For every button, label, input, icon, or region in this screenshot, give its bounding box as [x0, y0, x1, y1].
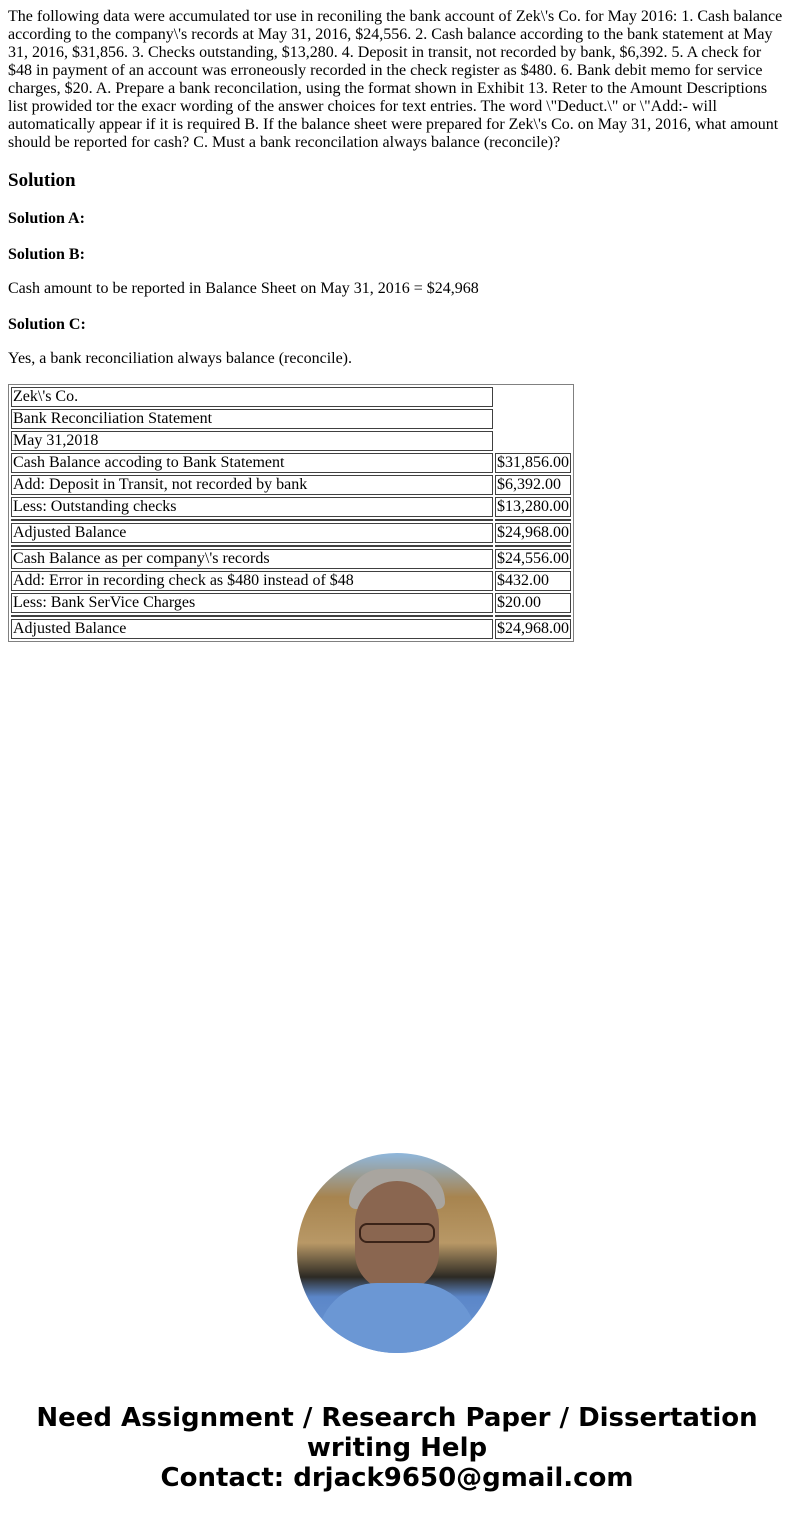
solution-c-text: Yes, a bank reconciliation always balance (reconcile).: [8, 350, 353, 367]
shirt-shape: [317, 1283, 477, 1353]
separator-cell: [495, 615, 571, 617]
solution-b-text: Cash amount to be reported in Balance Sheet on May 31, 2016 = $24,968: [8, 280, 479, 297]
promo-section: [0, 1150, 794, 1493]
row-label: Add: Error in recording check as $480 instead of $48: [11, 571, 493, 591]
separator-row: [11, 615, 571, 617]
empty-cell: [495, 409, 571, 429]
company-name-cell: Zek\'s Co.: [11, 387, 493, 407]
separator-cell: [11, 545, 493, 547]
question-text: The following data were accumulated tor use in reconiling the bank account of Zek\'s Co. for May 2016: 1. Cash balance according to the company\'s records at May 31, 2016, $24,556. 2. Cash balance according to the bank statement at May 31, 2016, $31,856. 3. Checks outstanding, $13,280. 4. Deposit in transit, not recorded by bank, $6,392. 5. A check for $48 in payment of an account was erroneously recorded in the check register as $480. 6. Bank debit memo for service charges, $20. A. Prepare a bank reconcilation, using the format shown in Exhibit 13. Reter to the Amount Descriptions list prowided tor the exacr wording of the answer choices for text entries. The word \"Deduct.\" or \"Add:- will automatically appear if it is required B. If the balance sheet were prepared for Zek\'s Co. on May 31, 2016, what amount should be reported for cash? C. Must a bank reconcilation always balance (reconcile)?: [8, 8, 783, 151]
row-label: Adjusted Balance: [11, 523, 493, 543]
avatar-photo-icon: [297, 1153, 497, 1353]
table-row-company: [11, 387, 571, 407]
separator-cell: [495, 545, 571, 547]
table-row: [11, 475, 571, 495]
row-amount: $6,392.00: [495, 475, 571, 495]
separator-row: [11, 519, 571, 521]
row-amount: $31,856.00: [497, 454, 569, 471]
table-row-date: [11, 431, 571, 451]
page-content: [0, 0, 794, 642]
table-row: [11, 453, 571, 473]
table-row-title: [11, 409, 571, 429]
row-label: Add: Deposit in Transit, not recorded by bank: [11, 475, 493, 495]
table-row: [11, 571, 571, 591]
solution-b-heading: Solution B:: [8, 246, 85, 263]
row-label: Less: Bank SerVice Charges: [11, 593, 493, 613]
row-label: Adjusted Balance: [11, 619, 493, 639]
solution-heading: Solution: [8, 170, 76, 191]
row-amount: $24,968.00: [497, 524, 569, 541]
row-label: Less: Outstanding checks: [11, 497, 493, 517]
separator-cell: [11, 615, 493, 617]
promo-contact: Contact: drjack9650@gmail.com: [160, 1463, 634, 1493]
table-row-adjusted-bank: [11, 523, 571, 543]
empty-cell: [495, 431, 571, 451]
statement-title-cell: Bank Reconciliation Statement: [11, 409, 493, 429]
row-amount: $13,280.00: [497, 498, 569, 515]
solution-c-heading: Solution C:: [8, 316, 86, 333]
table-row: [11, 593, 571, 613]
row-label: Cash Balance accoding to Bank Statement: [11, 453, 493, 473]
row-amount: $24,968.00: [497, 620, 569, 637]
row-amount: $20.00: [495, 593, 571, 613]
row-amount: $432.00: [495, 571, 571, 591]
bank-reconciliation-table: [8, 384, 574, 642]
row-label: Cash Balance as per company\'s records: [11, 549, 493, 569]
separator-cell: [495, 519, 571, 521]
table-row-adjusted-company: [11, 619, 571, 639]
row-amount: $24,556.00: [497, 550, 569, 567]
solution-a-heading: Solution A:: [8, 210, 85, 227]
statement-date-cell: May 31,2018: [11, 431, 493, 451]
promo-line-1: Need Assignment / Research Paper / Dissertation writing Help: [36, 1403, 758, 1463]
glasses-shape: [359, 1223, 435, 1243]
separator-cell: [11, 519, 493, 521]
separator-row: [11, 545, 571, 547]
table-row: [11, 497, 571, 517]
promo-text: [0, 1403, 794, 1493]
table-row: [11, 549, 571, 569]
empty-cell: [495, 387, 571, 407]
